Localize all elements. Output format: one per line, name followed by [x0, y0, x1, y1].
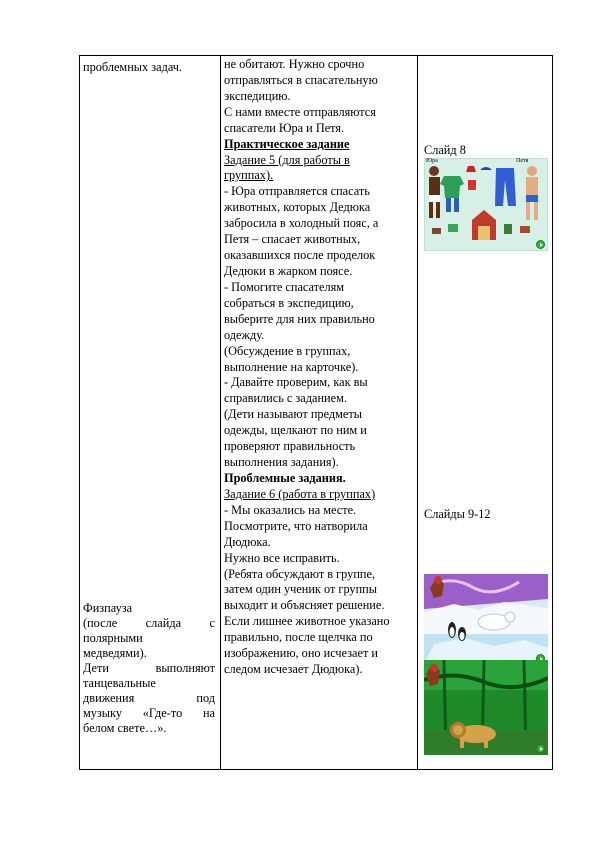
- col2-text-block: [224, 57, 414, 678]
- col2-line: одежды, щелкают по ним и: [224, 423, 367, 438]
- slide8-next-arrow-icon[interactable]: [536, 240, 545, 249]
- col2-line: собраться в экспедицию,: [224, 295, 354, 310]
- col2-line: Проблемные задания.: [224, 470, 346, 485]
- physical-pause-line: музыку «Где-то на: [83, 706, 215, 720]
- col2-line: изображению, оно исчезает и: [224, 646, 379, 661]
- col2-line: Задание 6 (работа в группах): [224, 486, 376, 501]
- col2-line: экспедицию.: [224, 88, 291, 103]
- slide10-thumbnail[interactable]: [424, 660, 548, 755]
- col2-line: затем один ученик от группы: [224, 582, 378, 597]
- physical-pause-line: медведями).: [83, 646, 147, 660]
- col2-line: (Дети называют предметы: [224, 407, 363, 422]
- slide9-thumbnail[interactable]: [424, 574, 548, 665]
- physical-pause-line: белом свете…».: [83, 721, 167, 735]
- col2-line: выполнения задания).: [224, 455, 339, 470]
- physical-pause-line: танцевальные: [83, 676, 156, 690]
- col2-line: животных, которых Дедюка: [224, 200, 371, 215]
- col2-line: Дюдюка.: [224, 534, 271, 549]
- col2-line: Петя – спасает животных,: [224, 232, 361, 247]
- col2-line: выберите для них правильно: [224, 311, 375, 326]
- col2-line: - Давайте проверим, как вы: [224, 375, 368, 390]
- col2-line: группах).: [224, 168, 274, 183]
- col2-line: выходит и объясняет решение.: [224, 598, 385, 613]
- col2-line: проверяют правильность: [224, 439, 356, 454]
- physical-pause-line: Дети выполняют: [83, 661, 215, 675]
- col2-line: спасатели Юра и Петя.: [224, 120, 345, 135]
- slide10-next-arrow-icon[interactable]: [536, 744, 545, 753]
- col2-line: Посмотрите, что натворила: [224, 518, 368, 533]
- column-divider-2: [417, 56, 418, 769]
- slide10-jungle-picture: [424, 660, 548, 755]
- col2-line: забросила в холодный пояс, а: [224, 216, 379, 231]
- col2-line: Нужно все исправить.: [224, 550, 340, 565]
- physical-pause-line: (после слайда с: [83, 616, 215, 630]
- slide8-name-left: Юра: [426, 158, 438, 164]
- col2-line: (Обсуждение в группах,: [224, 343, 351, 358]
- col2-line: справились с заданием.: [224, 391, 347, 406]
- column-divider-1: [220, 56, 221, 769]
- col2-line: Задание 5 (для работы в: [224, 152, 350, 167]
- col2-line: не обитают. Нужно срочно: [224, 57, 365, 71]
- slide8-name-right: Петя: [516, 158, 529, 164]
- slide8-clothing-picture: [424, 158, 548, 251]
- col2-line: Дедюки в жарком поясе.: [224, 263, 353, 278]
- slide8-thumbnail[interactable]: [424, 158, 548, 251]
- col2-line: следом исчезает Дюдюка).: [224, 662, 363, 677]
- slides912-label: Слайды 9-12: [424, 507, 491, 521]
- col2-line: Практическое задание: [224, 136, 350, 151]
- slide8-label: Слайд 8: [424, 143, 466, 157]
- physical-pause-line: движения под: [83, 691, 215, 705]
- col2-line: (Ребята обсуждают в группе,: [224, 566, 376, 581]
- col1-top-text: проблемных задач.: [83, 60, 183, 74]
- col2-line: - Мы оказались на месте.: [224, 502, 357, 517]
- physical-pause-line: полярными: [83, 631, 143, 645]
- physical-pause-line: Физпауза: [83, 601, 133, 615]
- slide9-polar-picture: [424, 574, 548, 665]
- col2-line: одежду.: [224, 327, 265, 342]
- physical-pause-block: [83, 601, 215, 736]
- col2-line: - Помогите спасателям: [224, 279, 345, 294]
- col2-line: С нами вместе отправляются: [224, 104, 376, 119]
- col2-line: оказавшихся после проделок: [224, 248, 376, 263]
- col2-line: правильно, после щелчка по: [224, 630, 373, 645]
- col2-line: Если лишнее животное указано: [224, 614, 390, 629]
- col2-line: выполнение на карточке).: [224, 359, 359, 374]
- col2-line: - Юра отправляется спасать: [224, 184, 370, 199]
- col2-line: отправляться в спасательную: [224, 72, 378, 87]
